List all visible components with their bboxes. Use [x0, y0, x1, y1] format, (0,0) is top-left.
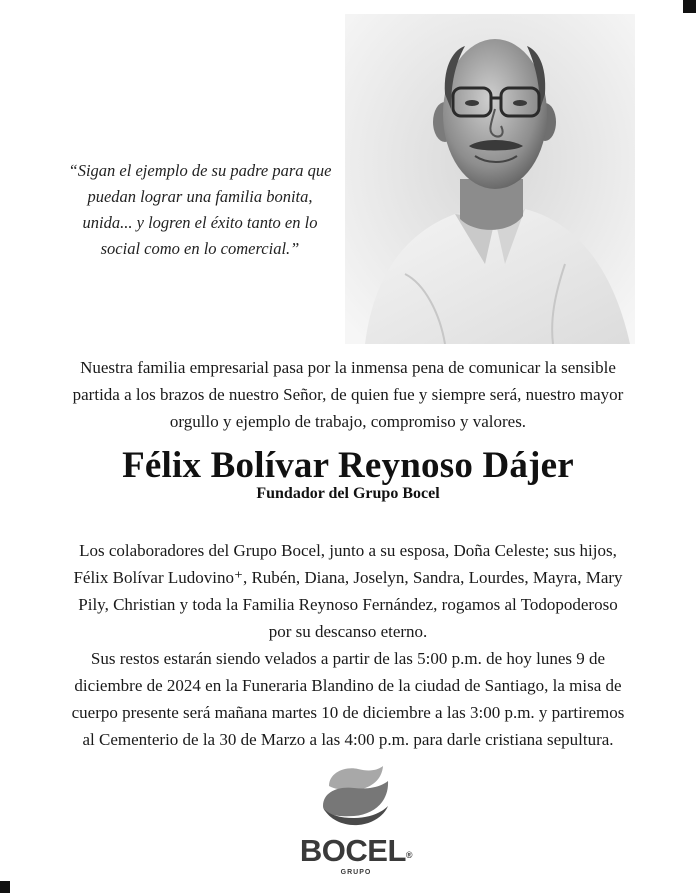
services-line: diciembre de 2024 en la Funeraria Blandino de la ciudad de Santiago, la misa de: [74, 676, 622, 695]
deceased-title: Fundador del Grupo Bocel: [256, 485, 440, 502]
bocel-logo: [296, 764, 416, 884]
family-line: Pily, Christian y toda la Familia Reynoso Fernández, rogamos al Todopoderoso: [78, 595, 618, 614]
intro-line: Nuestra familia empresarial pasa por la inmensa pena de comunicar la sensible: [80, 358, 616, 377]
quote-line: puedan lograr una familia bonita,: [87, 187, 313, 206]
family-paragraph: [26, 537, 670, 645]
portrait-photo: [345, 14, 635, 344]
bocel-logo-mark-icon: [296, 764, 416, 834]
family-line: Félix Bolívar Ludovino⁺, Rubén, Diana, Joselyn, Sandra, Lourdes, Mayra, Mary: [73, 568, 623, 587]
services-line: Sus restos estarán siendo velados a partir de las 5:00 p.m. de hoy lunes 9 de: [90, 649, 606, 668]
corner-mark-bottom-left: [0, 881, 10, 893]
intro-line: orgullo y ejemplo de trabajo, compromiso y valores.: [169, 412, 527, 431]
announcement-body: [26, 537, 670, 753]
family-line: Los colaboradores del Grupo Bocel, junto a su esposa, Doña Celeste; sus hijos,: [79, 541, 617, 560]
family-line: por su descanso eterno.: [268, 622, 428, 641]
intro-paragraph: [20, 354, 676, 435]
deceased-name: Félix Bolívar Reynoso Dájer: [122, 445, 574, 486]
corner-mark-top-right: [683, 0, 696, 13]
services-line: cuerpo presente será mañana martes 10 de diciembre a las 3:00 p.m. y partiremos: [71, 703, 625, 722]
logo-wordmark: [296, 834, 416, 868]
quote-line: unida... y logren el éxito tanto en lo: [82, 213, 318, 232]
logo-wordmark-text: BOCEL: [299, 833, 406, 868]
services-line: al Cementerio de la 30 de Marzo a las 4:00 p.m. para darle cristiana sepultura.: [82, 730, 614, 749]
epigraph-quote: [40, 158, 360, 262]
logo-subtext: GRUPO: [340, 869, 372, 876]
intro-line: partida a los brazos de nuestro Señor, de quien fue y siempre será, nuestro mayor: [72, 385, 624, 404]
quote-line: social como en lo comercial.”: [100, 239, 300, 258]
registered-mark: ®: [405, 850, 413, 860]
services-paragraph: [26, 645, 670, 753]
quote-line: “Sigan el ejemplo de su padre para que: [68, 161, 332, 180]
portrait-illustration: [345, 14, 635, 344]
